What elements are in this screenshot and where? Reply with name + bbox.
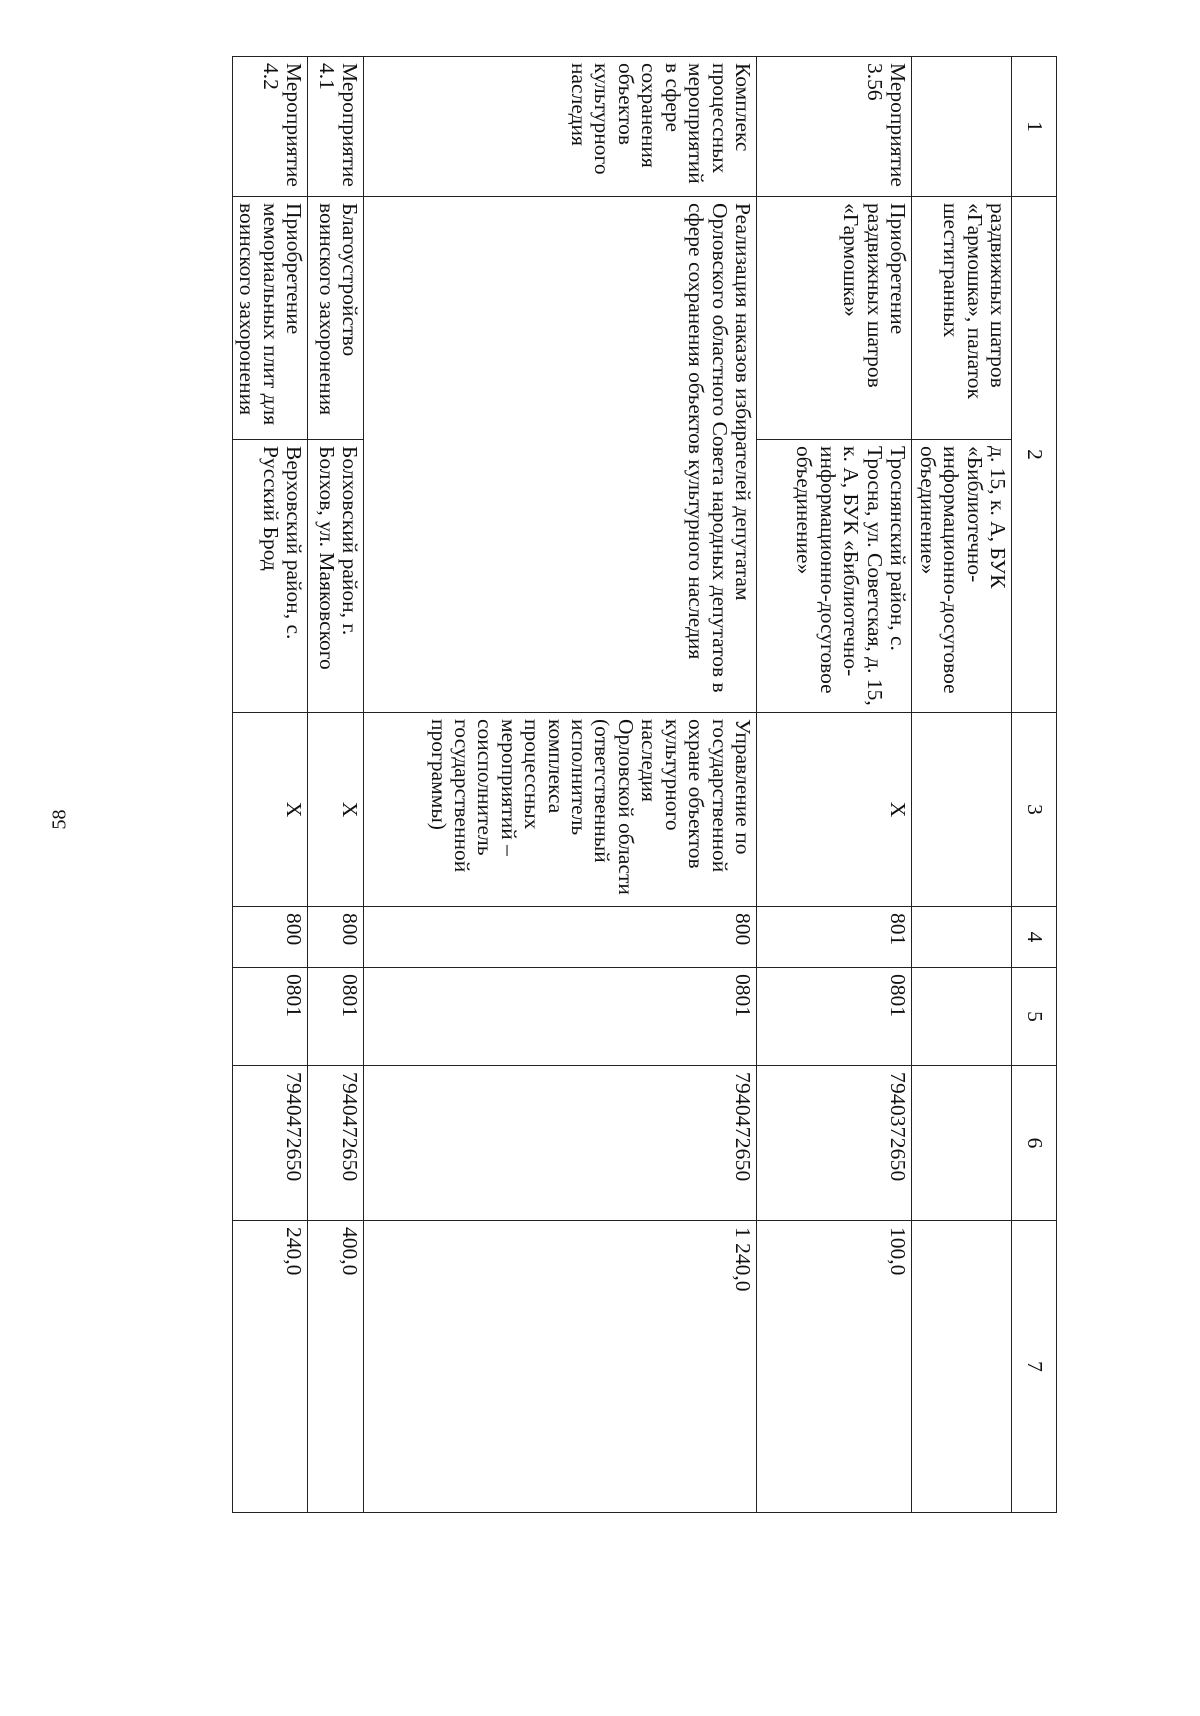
cell-address: Верховский район, с. Русский Брод [232,440,307,713]
cell-name: Мероприятие 4.1 [308,57,364,197]
table-row [757,57,912,1513]
cell-amount: 100,0 [757,1221,912,1513]
cell-executor: Х [232,713,307,907]
cell-address: Болховский район, г. Болхов, ул. Маяковского [308,440,364,713]
table-row [364,57,757,1513]
cell-description: Приобретение раздвижных шатров «Гармошка» [757,197,912,440]
cell-target-article [912,1066,1012,1221]
table-row [912,57,1012,1513]
cell-executor: Х [757,713,912,907]
budget-table [232,56,1057,1513]
cell-description: Реализация наказов избирателей депутатам Орловского областного Совета народных депутатов в сфере сохранения объектов культурного наследия [364,197,757,713]
col-header-7: 7 [1012,1221,1057,1513]
cell-amount: 240,0 [232,1221,307,1513]
cell-executor [912,713,1012,907]
col-header-4: 4 [1012,907,1057,968]
cell-name: Мероприятие 3.56 [757,57,912,197]
cell-name: Мероприятие 4.2 [232,57,307,197]
cell-description: Благоустройство воинского захоронения [308,197,364,440]
page-number: 58 [48,809,71,830]
cell-target-article: 7940372650 [757,1066,912,1221]
header-row [1012,57,1057,1513]
col-header-5: 5 [1012,968,1057,1066]
cell-grbs: 800 [308,907,364,968]
cell-target-article: 7940472650 [308,1066,364,1221]
cell-description: раздвижных шатров «Гармошка», палаток шестигранных [912,197,1012,440]
table-row [308,57,364,1513]
cell-section [912,968,1012,1066]
col-header-2: 2 [1012,197,1057,713]
cell-target-article: 7940472650 [364,1066,757,1221]
col-header-6: 6 [1012,1066,1057,1221]
cell-description: Приобретение мемориальных плит для воинского захоронения [232,197,307,440]
table-row [232,57,307,1513]
cell-executor: Управление по государственной охране объектов культурного наследия Орловской области (ответственный исполнитель комплекса процессных мероприятий – соисполнитель государственной программы) [364,713,757,907]
cell-amount: 400,0 [308,1221,364,1513]
cell-grbs: 801 [757,907,912,968]
col-header-3: 3 [1012,713,1057,907]
cell-target-article: 7940472650 [232,1066,307,1221]
cell-executor: Х [308,713,364,907]
cell-amount: 1 240,0 [364,1221,757,1513]
cell-grbs: 800 [364,907,757,968]
cell-address: д. 15, к. А, БУК «Библиотечно-информационно-досуговое объединение» [912,440,1012,713]
cell-section: 0801 [308,968,364,1066]
cell-name [912,57,1012,197]
cell-section: 0801 [364,968,757,1066]
cell-section: 0801 [232,968,307,1066]
cell-amount [912,1221,1012,1513]
cell-section: 0801 [757,968,912,1066]
rotated-table-container [167,56,1057,1512]
cell-name: Комплекс процессных мероприятий в сфере сохранения объектов культурного наследия [364,57,757,197]
col-header-1: 1 [1012,57,1057,197]
cell-address: Троснянский район, с. Тросна, ул. Советская, д. 15, к. А, БУК «Библиотечно-информационно-досуговое объединение» [757,440,912,713]
cell-grbs: 800 [232,907,307,968]
cell-grbs [912,907,1012,968]
